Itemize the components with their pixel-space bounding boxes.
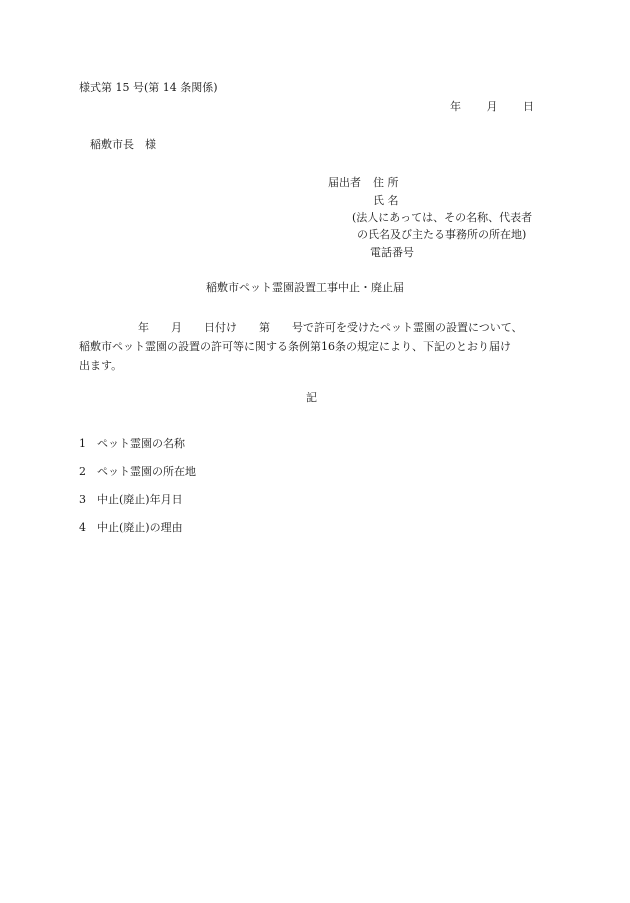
notifier-title: 届出者 xyxy=(328,176,361,189)
addressee: 稲敷市長 様 xyxy=(90,138,156,151)
item-label: ペット霊園の名称 xyxy=(97,437,185,450)
list-item xyxy=(79,436,185,451)
item-number: 2 xyxy=(79,465,86,478)
body-line-1: 年 月 日付け 第 号で許可を受けたペット霊園の設置について、 xyxy=(138,321,523,334)
item-label: 中止(廃止)の理由 xyxy=(97,521,183,534)
name-label: 氏 名 xyxy=(373,194,399,207)
phone-label: 電話番号 xyxy=(370,246,414,259)
date-month: 月 xyxy=(486,100,498,113)
item-label: 中止(廃止)年月日 xyxy=(97,493,183,506)
item-number: 4 xyxy=(79,521,86,534)
item-number: 3 xyxy=(79,493,86,506)
item-label: ペット霊園の所在地 xyxy=(97,465,196,478)
date-year: 年 xyxy=(450,100,461,113)
form-label: 様式第 15 号(第 14 条関係) xyxy=(79,81,218,94)
corp-note-line1: (法人にあっては、その名称、代表者 xyxy=(352,211,533,224)
date-day: 日 xyxy=(523,100,534,113)
date-line xyxy=(450,99,534,114)
list-item xyxy=(79,520,183,535)
body-paragraph xyxy=(79,318,559,375)
list-item xyxy=(79,492,183,507)
body-line-2: 稲敷市ペット霊園の設置の許可等に関する条例第16条の規定により、下記のとおり届け xyxy=(79,340,511,353)
list-item xyxy=(79,464,196,479)
body-line-3: 出ます。 xyxy=(79,359,123,372)
corp-note-line2: の氏名及び主たる事務所の所在地) xyxy=(357,228,527,241)
ki-heading: 記 xyxy=(306,391,317,404)
address-label: 住 所 xyxy=(373,176,399,189)
item-number: 1 xyxy=(79,437,86,450)
document-title: 稲敷市ペット霊園設置工事中止・廃止届 xyxy=(206,281,404,294)
